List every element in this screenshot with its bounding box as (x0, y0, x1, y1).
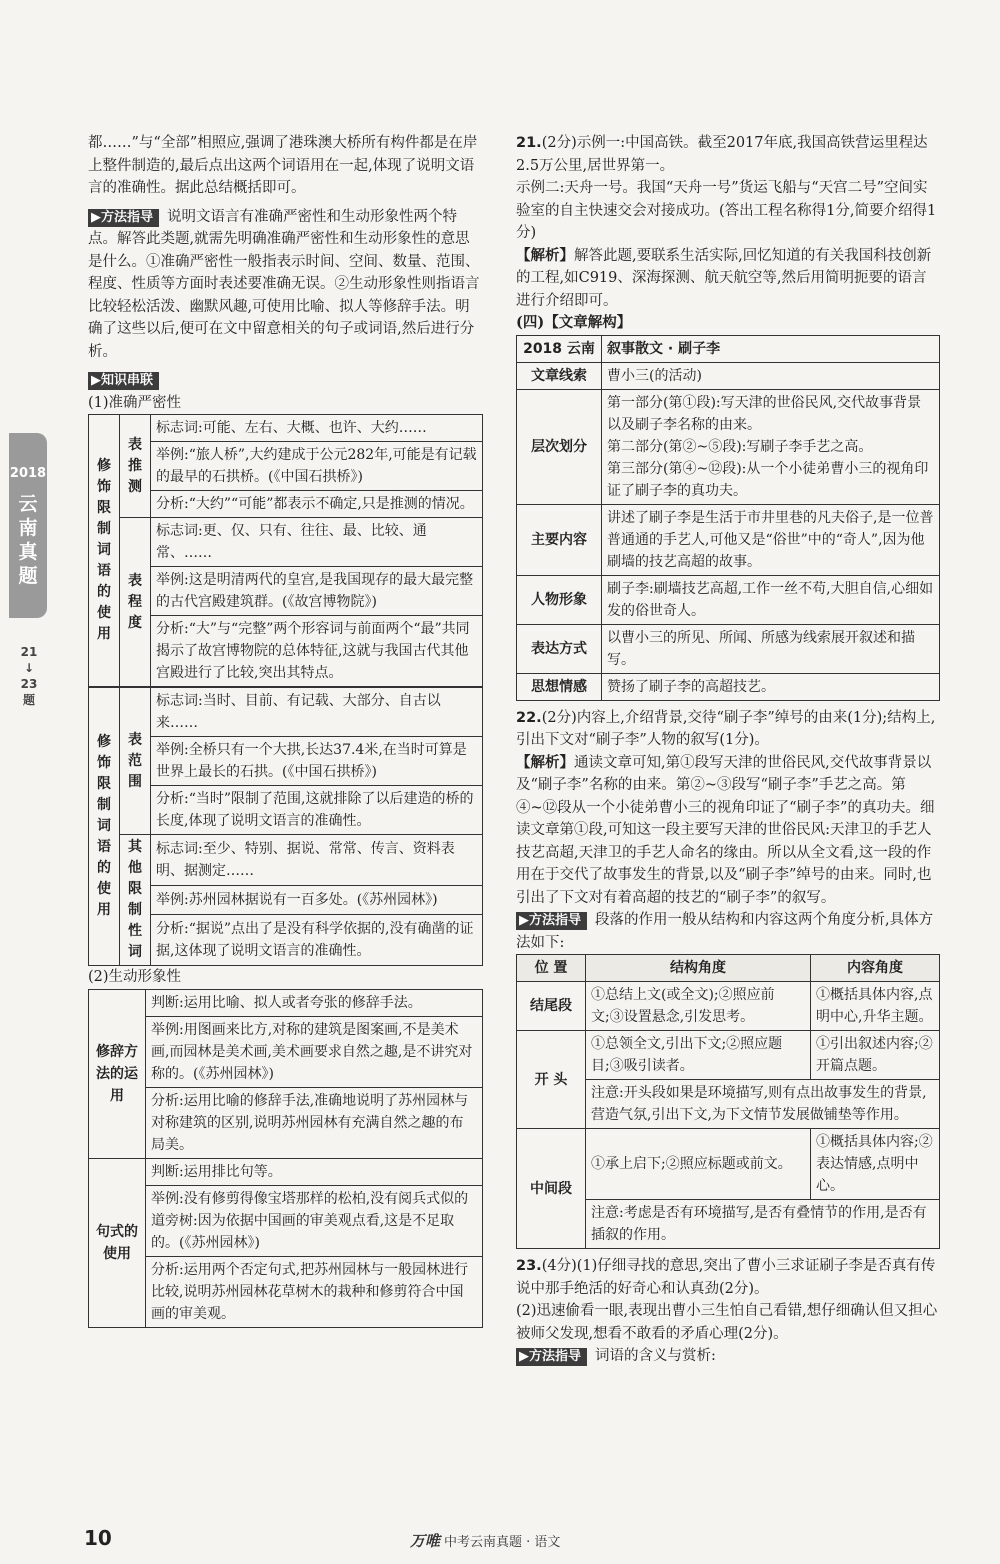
pos-struct: ①总领全文,引出下文;②照应题目;③吸引读者。 (586, 1031, 811, 1080)
left-column (88, 132, 483, 1328)
pos-row-label: 开 头 (517, 1031, 586, 1129)
t2-cell: 举例:全桥只有一个大拱,长达37.4米,在当时可算是世界上最长的石拱。(《中国石拱桥》) (151, 737, 483, 786)
knowledge-header (88, 369, 483, 392)
structure-row-value: 叙事散文 · 刷子李 (602, 335, 940, 362)
pos-row-label: 结尾段 (517, 982, 586, 1031)
method-text: 说明文语言有准确严密性和生动形象性两个特点。解答此类题,就需先明确准确严密性和生动形象性的意思是什么。①准确严密性一般指表示时间、空间、数量、范围、程度、性质等方面时表述要准确无误。②生动形象性则指语言比较轻松活泼、幽默风趣,可使用比喻、拟人等修辞手法。明确了这些以后,便可在文中留意相关的句子或词语,然后进行分析。 (88, 208, 480, 360)
t3-cell: 举例:没有修剪得像宝塔那样的松柏,没有阅兵式似的道旁树:因为依据中国画的审美观点看,这是不足取的。(《苏州园林》) (146, 1185, 483, 1256)
structure-row (517, 389, 940, 504)
structure-row-label: 主要内容 (517, 504, 602, 575)
footer-title: 中考云南真题 · 语文 (444, 1535, 561, 1550)
pos-header-1: 结构角度 (586, 955, 811, 982)
t1-cell: 分析:“大”与“完整”两个形容词与前面两个“最”共同揭示了故宫博物院的总体特征,这就与我国古代其他宫殿进行了比较,突出其特点。 (151, 616, 483, 687)
q23-answer: 23.(4分)(1)仔细寻找的意思,突出了曹小三求证刷子李是否真有传说中那手绝活的好奇心和认真劲(2分)。 (516, 1258, 936, 1297)
structure-row (517, 335, 940, 362)
structure-row-label: 表达方式 (517, 624, 602, 673)
method-guide-3: ▶方法指导 词语的含义与赏析: (516, 1345, 940, 1368)
brand-logo: 万唯 (410, 1532, 441, 1550)
method-tag-2: ▶方法指导 (516, 912, 587, 930)
pos-content: ①引出叙述内容;②开篇点题。 (811, 1031, 940, 1080)
t2-cat-0: 表范围 (120, 688, 151, 835)
pos-note: 注意:考虑是否有环境描写,是否有叠情节的作用,是否有插叙的作用。 (586, 1200, 940, 1249)
side-tab-year: 2018 (9, 466, 47, 481)
t1-cell: 举例:“旅人桥”,大约建成于公元282年,可能是有记载的最早的石拱桥。(《中国石拱桥》) (151, 442, 483, 491)
structure-row-label: 2018 云南 (517, 335, 602, 362)
structure-row (517, 362, 940, 389)
t3-cell: 判断:运用比喻、拟人或者夸张的修辞手法。 (146, 989, 483, 1016)
t2-cell: 举例:苏州园林据说有一百多处。(《苏州园林》) (151, 886, 483, 914)
t1-cell: 标志词:更、仅、只有、往往、最、比较、通常、…… (151, 518, 483, 567)
structure-row-label: 人物形象 (517, 575, 602, 624)
side-tab-name: 云南真题 (18, 492, 38, 587)
section-1-title: (1)准确严密性 (88, 394, 182, 411)
t1-cat-0: 表推测 (120, 415, 151, 518)
q22-answer: 22.(2分)内容上,介绍背景,交待“刷子李”绰号的由来(1分);结构上,引出下文对“刷子李”人物的叙写(1分)。 (516, 709, 936, 748)
t3-cat-1: 句式的使用 (89, 1158, 146, 1327)
t1-cell: 举例:这是明清两代的皇宫,是我国现存的最大最完整的古代宫殿建筑群。(《故宫博物院》) (151, 567, 483, 616)
pos-struct: ①承上启下;②照应标题或前文。 (586, 1129, 811, 1200)
t2-cell: 分析:“据说”点出了是没有科学依据的,没有确凿的证据,这体现了说明文语言的准确性。 (151, 914, 483, 965)
q21-analysis: 【解析】解答此题,要联系生活实际,回忆知道的有关我国科技创新的工程,如C919、深海探测、航天航空等,然后用简明扼要的语言进行介绍即可。 (516, 246, 932, 309)
structure-row (517, 673, 940, 700)
t1-cell: 分析:“大约”“可能”都表示不确定,只是推测的情况。 (151, 491, 483, 518)
t2-group-label: 修饰限制词语的使用 (89, 688, 120, 966)
q22-number: 22. (516, 709, 542, 726)
structure-row-label: 层次划分 (517, 389, 602, 504)
precision-table-1 (88, 414, 483, 687)
precision-table-2 (88, 687, 483, 966)
pos-row-label: 中间段 (517, 1129, 586, 1249)
pos-header-2: 内容角度 (811, 955, 940, 982)
q22-analysis: 【解析】通读文章可知,第①段写天津的世俗民风,交代故事背景以及“刷子李”名称的由来。第②~③段写“刷子李”手艺之高。第④~⑫段从一个小徒弟曹小三的视角印证了“刷子李”的真功夫。细读文章第①段,可知这一段主要写天津的世俗民风:天津卫的手艺人技艺高超,天津卫的手艺人命名的缘由。所以从全文看,这一段的作用在于交代了故事发生的背景,以及“刷子李”绰号的由来。同时,也引出了下文对有着高超的技艺的“刷子李”的叙写。 (516, 753, 935, 906)
structure-table (516, 335, 940, 701)
structure-row-value: 讲述了刷子李是生活于市井里巷的凡夫俗子,是一位普普通通的手艺人,可他又是“俗世”中的“奇人”,因为他刷墙的技艺高超的故事。 (602, 504, 940, 575)
section-4-title: (四)【文章解构】 (516, 314, 632, 331)
structure-row-label: 思想情感 (517, 673, 602, 700)
t3-cell: 分析:运用两个否定句式,把苏州园林与一般园林进行比较,说明苏州园林花草树木的栽种和修剪符合中国画的审美观。 (146, 1256, 483, 1327)
q21-number: 21. (516, 135, 542, 151)
q21-answer: 21.(2分)示例一:中国高铁。截至2017年底,我国高铁营运里程达2.5万公里,居世界第一。 (516, 135, 928, 174)
structure-row-value: 赞扬了刷子李的高超技艺。 (602, 673, 940, 700)
structure-row-value: 以曹小三的所见、所闻、所感为线索展开叙述和描写。 (602, 624, 940, 673)
t2-cell: 标志词:至少、特别、据说、常常、传言、资料表明、据测定…… (151, 835, 483, 886)
pos-struct: ①总结上文(或全文);②照应前文;③设置悬念,引发思考。 (586, 982, 811, 1031)
q22-analysis-label: 【解析】 (516, 753, 574, 771)
method-tag-3: ▶方法指导 (516, 1348, 587, 1366)
method-guide (88, 206, 483, 364)
t1-cell: 标志词:可能、左右、大概、也许、大约…… (151, 415, 483, 442)
q21-example-2: 示例二:天舟一号。我国“天舟一号”货运飞船与“天宫二号”空间实验室的自主快速交会对接成功。(答出工程名称得1分,简要介绍得1分) (516, 180, 937, 241)
structure-row-value: 刷子李:刷墙技艺高超,工作一丝不苟,大胆自信,心细如发的俗世奇人。 (602, 575, 940, 624)
vividness-table (88, 989, 483, 1328)
t3-cat-0: 修辞方法的运用 (89, 989, 146, 1158)
t3-cell: 举例:用图画来比方,对称的建筑是图案画,不是美术画,而园林是美术画,美术画要求自然之趣,是不讲究对称的。(《苏州园林》) (146, 1016, 483, 1087)
q23-part-2: (2)迅速偷看一眼,表现出曹小三生怕自己看错,想仔细确认但又担心被师父发现,想看不敢看的矛盾心理(2分)。 (516, 1303, 938, 1342)
structure-row (517, 575, 940, 624)
structure-row-value: 第一部分(第①段):写天津的世俗民风,交代故事背景以及刷子李名称的由来。 第二部分(第②~⑤段):写刷子李手艺之高。 第三部分(第④~⑫段):从一个小徒弟曹小三的视角印证了刷子李的真功夫。 (602, 389, 940, 504)
t1-cat-1: 表程度 (120, 518, 151, 687)
position-table (516, 954, 940, 1249)
q21-analysis-label: 【解析】 (516, 246, 574, 264)
side-range: 21 ↓ 23 题 (20, 645, 38, 707)
pos-content: ①概括具体内容,点明中心,升华主题。 (811, 982, 940, 1031)
footer (410, 1530, 560, 1555)
t3-cell: 分析:运用比喻的修辞手法,准确地说明了苏州园林与对称建筑的区别,说明苏州园林有充满自然之趣的布局美。 (146, 1087, 483, 1158)
structure-row (517, 504, 940, 575)
structure-row-value: 曹小三(的活动) (602, 362, 940, 389)
structure-row-label: 文章线索 (517, 362, 602, 389)
pos-content: ①概括具体内容;②表达情感,点明中心。 (811, 1129, 940, 1200)
knowledge-tag: ▶知识串联 (88, 372, 159, 390)
page-number: 10 (84, 1526, 112, 1550)
section-2-title: (2)生动形象性 (88, 969, 182, 985)
t2-cell: 标志词:当时、目前、有记载、大部分、自古以来…… (151, 688, 483, 737)
t3-cell: 判断:运用排比句等。 (146, 1158, 483, 1185)
side-tab (9, 433, 47, 618)
structure-row (517, 624, 940, 673)
t2-cat-1: 其他限制性词 (120, 835, 151, 966)
intro-paragraph: 都……”与“全部”相照应,强调了港珠澳大桥所有构件都是在岸上整件制造的,最后点出这两个词语用在一起,体现了说明文语言的准确性。据此总结概括即可。 (88, 135, 478, 196)
t2-cell: 分析:“当时”限制了范围,这就排除了以后建造的桥的长度,体现了说明文语言的准确性。 (151, 786, 483, 835)
method-guide-2: ▶方法指导 段落的作用一般从结构和内容这两个角度分析,具体方法如下: (516, 912, 934, 951)
t1-group-label: 修饰限制词语的使用 (89, 415, 120, 687)
pos-header-0: 位 置 (517, 955, 586, 982)
pos-note: 注意:开头段如果是环境描写,则有点出故事发生的背景,营造气氛,引出下文,为下文情节发展做铺垫等作用。 (586, 1080, 940, 1129)
right-column (516, 132, 940, 1368)
q23-number: 23. (516, 1258, 542, 1274)
method-tag: ▶方法指导 (88, 209, 159, 227)
